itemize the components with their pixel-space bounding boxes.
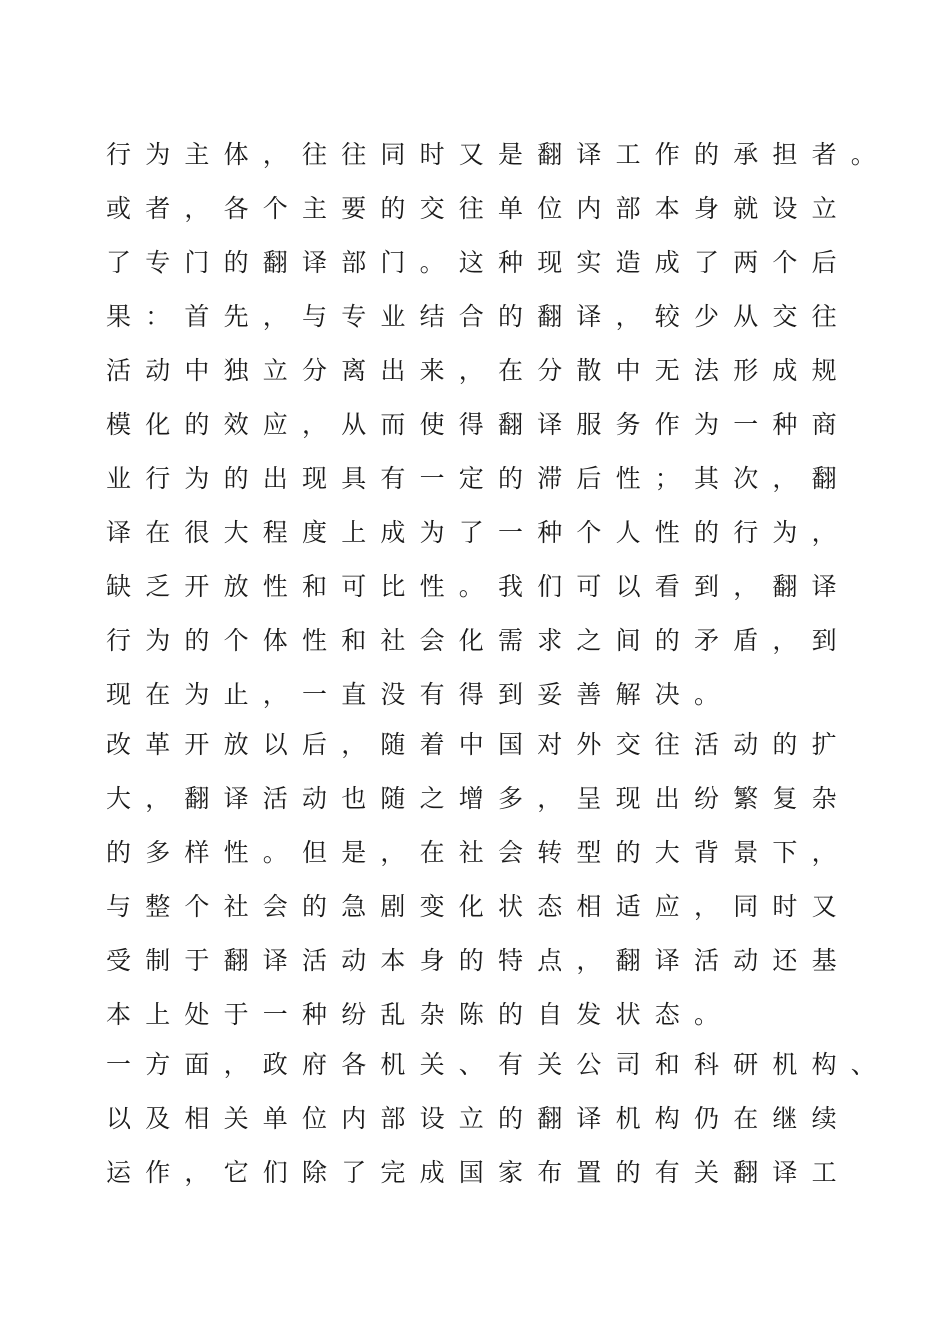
text-line: 大，翻译活动也随之增多，呈现出纷繁复杂 <box>106 784 851 813</box>
text-line: 译在很大程度上成为了一种个人性的行为， <box>106 518 851 547</box>
text-line: 的多样性。但是，在社会转型的大背景下， <box>106 838 851 867</box>
text-line: 行为主体，往往同时又是翻译工作的承担者。 <box>106 140 891 169</box>
text-line: 现在为止，一直没有得到妥善解决。 <box>106 680 734 709</box>
text-line: 与整个社会的急剧变化状态相适应，同时又 <box>106 892 851 921</box>
text-line: 本上处于一种纷乱杂陈的自发状态。 <box>106 1000 734 1029</box>
text-line: 行为的个体性和社会化需求之间的矛盾，到 <box>106 626 851 655</box>
text-line: 以及相关单位内部设立的翻译机构仍在继续 <box>106 1104 851 1133</box>
text-line: 业行为的出现具有一定的滞后性；其次，翻 <box>106 464 851 493</box>
body-text <box>106 128 926 1200</box>
text-line: 了专门的翻译部门。这种现实造成了两个后 <box>106 248 851 277</box>
text-line: 缺乏开放性和可比性。我们可以看到，翻译 <box>106 572 851 601</box>
text-line: 果：首先，与专业结合的翻译，较少从交往 <box>106 302 851 331</box>
text-line: 受制于翻译活动本身的特点，翻译活动还基 <box>106 946 851 975</box>
text-line: 或者，各个主要的交往单位内部本身就设立 <box>106 194 851 223</box>
text-line: 运作，它们除了完成国家布置的有关翻译工 <box>106 1158 851 1187</box>
text-line: 改革开放以后，随着中国对外交往活动的扩 <box>106 730 851 759</box>
text-line: 一方面，政府各机关、有关公司和科研机构、 <box>106 1050 891 1079</box>
text-line: 模化的效应，从而使得翻译服务作为一种商 <box>106 410 851 439</box>
text-line: 活动中独立分离出来，在分散中无法形成规 <box>106 356 851 385</box>
